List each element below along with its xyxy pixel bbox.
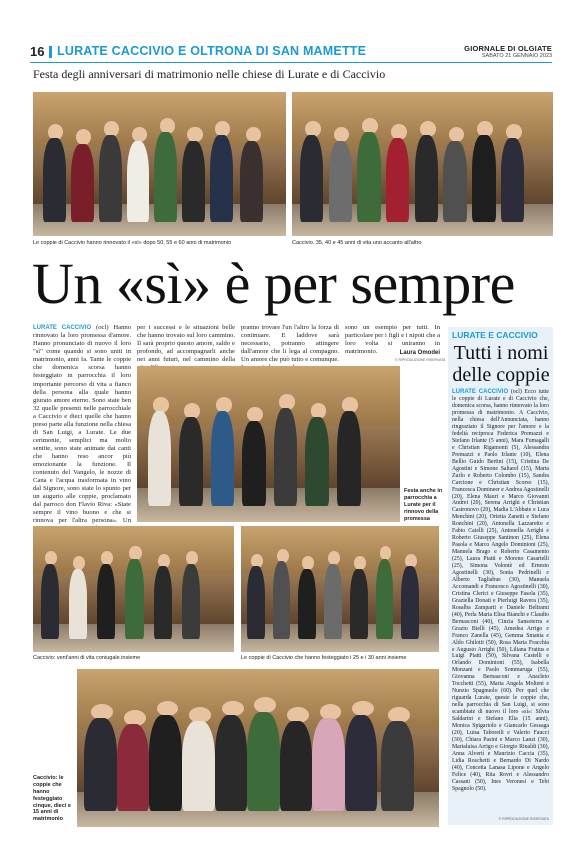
newspaper-name: GIORNALE DI OLGIATE [464,44,552,53]
sidebar-copyright: © RIPRODUZIONE RISERVATA [498,817,549,821]
header-accent-bar [49,46,52,58]
article-column-2 [137,324,235,364]
issue-date: SABATO 21 GENNAIO 2023 [481,53,552,59]
article-text-2: per i successi e le situazioni belle che hanno trovato sul loro cammino. Il sarà proprio questo amore, saldo e profondo, ad accompagnarli anche nei anni futuri, nel cammino della [137,324,235,364]
caption-photo-2: Caccivio. 35, 40 e 45 anni di vita uno accanto all'altro [292,240,422,246]
photo-caccivio-25-30 [241,526,439,652]
sidebar-names-box [448,327,553,825]
page-number: 16 [30,44,45,59]
kicker: Festa degli anniversari di matrimonio nelle chiese di Lurate e di Caccivio [33,67,386,81]
article-copyright: © RIPRODUZIONE RISERVATA [395,358,446,362]
caption-photo-4: Caccivio: vent'anni di vita coniugale insieme [33,655,141,661]
sidebar-lead-word: LURATE CACCIVIO [452,389,509,395]
sidebar-body [452,389,549,809]
article-text-1: (ocl) Hanno rinnovato la loro promessa d'amore. Hanno pronunciato di nuovo il loro "sì" come quando si sono uniti in matrimonio, anni fa. Tante le coppie che domenica scorsa hanno festeggiato in parrocchia il loro importante percorso di vita a fianco della persona alla quale hanno giurato amore eterno. Sono state ben 32 quelle presenti nelle parrocchiale a Caccivio e dieci quelle che hanno preso parte alla funzione nella chiesa di San Luigi, a Lurate. Le due cerimonie, semplici ma molto sentite, sono state animate dai canti che hanno reso ancor più emozionante la funzione. Il contenuto del Vangelo, le nozze di Cana e l'acqua trasformata in vino dal Signore, sono state lo spunto per un augurio alle coppie, proclamato dal parroco don Flavio Riva: «State sempre il vino buono e che si rinnova per l'altra persona». Un [33,324,131,525]
article-text-3: pranno trovare l'un l'altro la forza di continuare. E laddove sarà necessario, potranno attingere dall'amore che li lega al compagno. Un amore che può tutto e comunque. [241,324,339,364]
caption-photo-3: Festa anche in parrocchia a Lurate per il rinnovo della promessa [404,488,443,522]
photo-caccivio-5-10-15 [77,669,439,827]
caption-photo-6: Caccivio: le coppie che hanno festeggiato cinque, dieci e 15 anni di matrimonio [33,775,71,823]
header-rule [30,62,552,63]
article-lead-word: LURATE CACCIVIO [33,325,92,331]
newspaper-masthead [464,44,552,59]
sidebar-title: Tutti i nomi delle coppie [452,342,550,387]
sidebar-text: (ocl) Ecco tutte le coppie di Lurate e di Caccivio che, domenica scorsa, hanno rinnovato la loro promessa di matrimonio. A Caccivio, nella chiesa dell'Annunciata, hanno ringraziato il Signore per l'amore e la fedeltà reciproca Federica Premazzi e Stefano Irlante (5 anni), Mara Fumagalli e Christian Rigamonti (5), Alessandra Premazzi e Paolo Irlante (10), Elena Bellio Guido Bertini (15), Cristina De Agostini e Simone Saltarel (15), Marta Zurlo e Roberto Colombo (15), Sandra Carcione e Christian Scorso (15), Francesca Domineer e Andrea Agostinelli (20), Elena Mauri e Marco Giovanni Andrei (20), Serena Arrighi e Christian Castronovo (20), Madia L'Abbate e Luca Menchini (20), Orietta Zanetti e Stefano Ronchini (20), Antonella Lazzaretto e Fabio Caielli (25), Antonella Arrighi e Roberto Giuseppe Santinon (25), Elena Pasola e Marco Angelo Dominioni (25), Manuela Brago e Roberto Casamento (25), Laura Piatti e Moreno Casartelli (25), Simona Volontè ed Ernesto Agostinelli (30), Sonia Pedrinelli e Alberto Tagliabue (30), Manuela Accomandi e Francesco Agostinelli (30), Cristina Clerici e Giuseppe Fasola (35), Graziella Donati e Pierluigi Ravera (35), Rosalba Zamparti e Daniele Beltrami (40), Perla Maria Elisa Bianchi e Claudio Bernasconi (40), Cinzia Sansoterra e Grazio Bielli (45), Amedea Arrigo e Franco Zanella (45), Gemma Smania e Aldo Ghilotti (50), Rosa Maria Fracchia e Augusto Arrighi (50), Liliana Frattus e Luigi Piatti (50), Silvana Castelli e Orlando Dominioni (55), Isabella Monzani e Paolo Sommaruga (55), Giovanna Bernasconi e Anacleto Tocchetti (55), Maria Angela Molteni e Nunzio Spagnuolo (60). Per quel che riguarda Lurate, queste le coppie che, nella parrocchia di San Luigi, si sono scambiate di nuovo il loro «sì»: Silvia Saldarini e Stefano Elia (15 anni), Monica Spigariolo e Giancarlo Gessaga (20), Luisa Taboreili e Valerio Faucci (30), Chiara Pasini e Marco Lanzi (30), Marialuisa Arrigo e Giorgio Rinaldi (30), Anna Alvertì e Maurizio Caccia (35), Lidia Roschetti e Bernardo Di Nardo (40), Concetta Lanasa Lipone e Angelo Felice (40), Rita Rovri e Alessandro Cassani (50), Ines Veronesi e Tebi Spagnolo (50). [452,389,550,792]
photo-lurate [137,366,400,522]
caption-photo-1: Le coppie di Caccivio hanno rinnovato il «sì» dopo 50, 55 e 60 anni di matrimonio [33,240,232,246]
byline: Laura Omodei [399,350,440,356]
section-title: LURATE CACCIVIO E OLTRONA DI SAN MAMETTE [57,44,367,58]
photo-caccivio-35-40-45 [292,92,553,236]
article-text-4: sono un esempio per tutti. In particolare per i figli e i nipoti che a loro volta si uniranno in matrimonio. [345,324,440,356]
photo-caccivio-20 [33,526,234,652]
headline: Un «sì» è per sempre [32,251,515,316]
sidebar-tag: LURATE E CACCIVIO [452,330,538,340]
article-column-3 [241,324,339,364]
caption-photo-5: Le coppie di Caccivio che hanno festeggiato i 25 e i 30 anni insieme [241,655,407,661]
photo-caccivio-50-55-60 [33,92,286,236]
page-header [30,44,552,60]
